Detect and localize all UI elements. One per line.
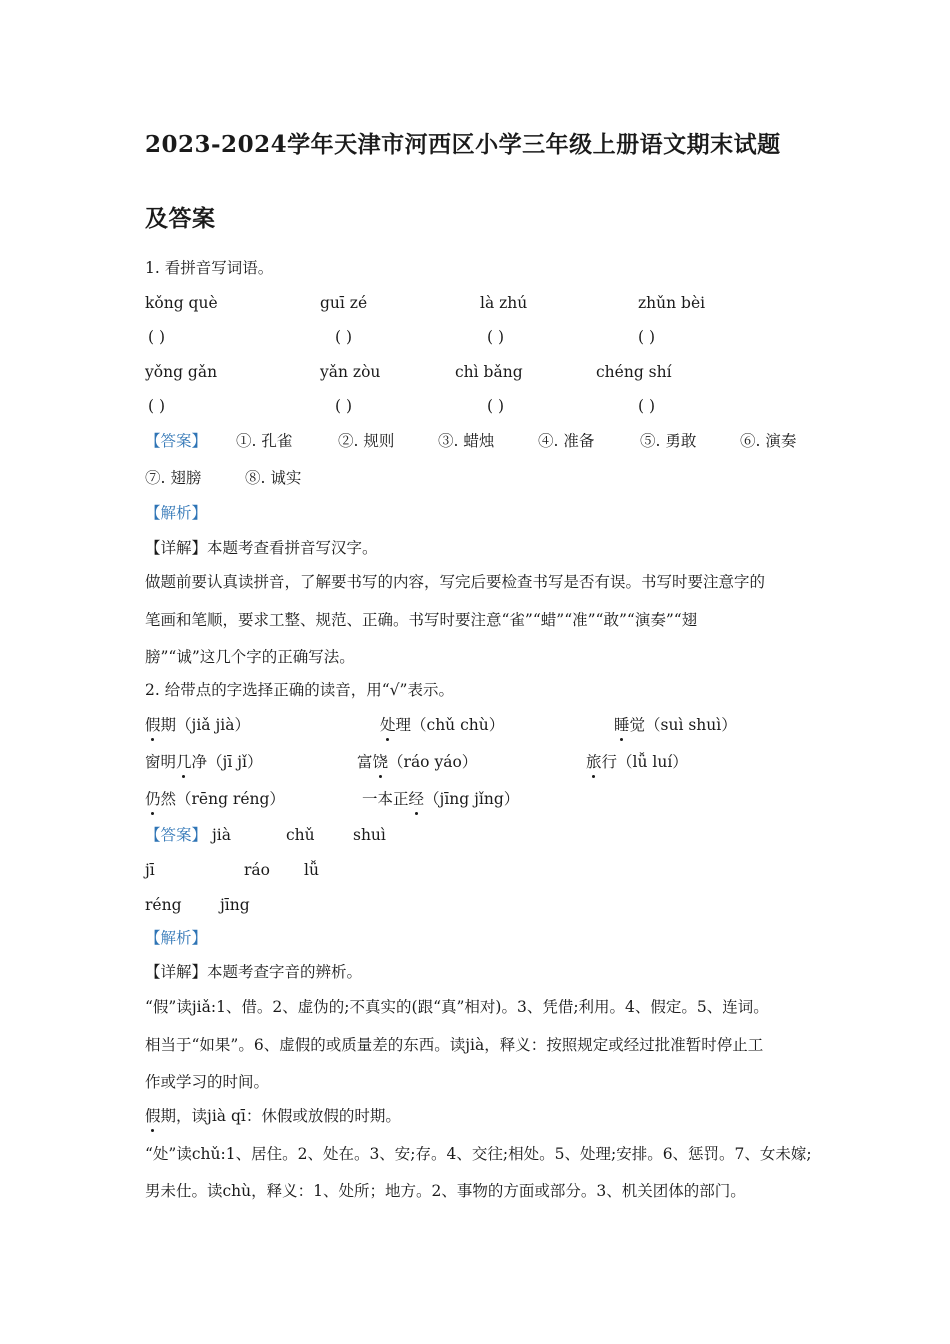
dotted-char: 假 <box>145 716 161 734</box>
paragraph-line: 假期，读jià qī：休假或放假的时期。 <box>145 1107 401 1125</box>
answer-tag: 【答案】 <box>145 826 208 844</box>
reading-item: 窗明几净（jī jǐ） <box>145 753 263 771</box>
answer-blank: ( ) <box>487 397 505 415</box>
answer-blank: ( ) <box>638 328 656 346</box>
q1-stem: 1. 看拼音写词语。 <box>145 259 274 277</box>
paragraph-line: “处”读chǔ:1、居住。2、处在。3、安;存。4、交往;相处。5、处理;安排。6、惩罚。7、女未嫁; <box>145 1145 812 1163</box>
paragraph-line: 做题前要认真读拼音，了解要书写的内容，写完后要检查书写是否有误。书写时要注意字的 <box>145 573 766 591</box>
q2-stem: 2. 给带点的字选择正确的读音，用“√”表示。 <box>145 681 454 699</box>
answer-blank: ( ) <box>335 328 353 346</box>
paragraph-line: 作或学习的时间。 <box>145 1073 270 1091</box>
document-title-line1: 2023-2024学年天津市河西区小学三年级上册语文期末试题 <box>145 131 781 158</box>
answer-item: chǔ <box>286 826 315 844</box>
answer-blank: ( ) <box>148 397 166 415</box>
pinyin-item: chì bǎng <box>455 363 523 381</box>
reading-item: 富饶（ráo yáo） <box>357 753 478 771</box>
pinyin-item: zhǔn bèi <box>638 294 706 312</box>
pinyin-item: kǒng què <box>145 294 218 312</box>
reading-item: 一本正经（jīng jǐng） <box>362 790 520 808</box>
dotted-char: 经 <box>408 790 425 808</box>
reading-item: 睡觉（suì shuì） <box>614 716 737 734</box>
pinyin-item: chéng shí <box>596 363 672 381</box>
document-title-line2: 及答案 <box>145 205 216 232</box>
answer-item: réng <box>145 896 182 914</box>
answer-item: shuì <box>353 826 386 844</box>
dotted-char: 几 <box>176 753 192 771</box>
answer-item: ②. 规则 <box>338 432 395 450</box>
dotted-char: 仍 <box>145 790 161 808</box>
answer-item: ⑦. 翅膀 <box>145 469 202 487</box>
paragraph-line: 男未仕。读chù，释义：1、处所；地方。2、事物的方面或部分。3、机关团体的部门。 <box>145 1182 746 1200</box>
answer-item: jià <box>212 826 232 844</box>
pinyin-item: guī zé <box>320 294 368 312</box>
answer-blank: ( ) <box>638 397 656 415</box>
dotted-char: 旅 <box>586 753 602 771</box>
paragraph-line: 笔画和笔顺，要求工整、规范、正确。书写时要注意“雀”“蜡”“准”“敢”“演奏”“翅 <box>145 611 698 629</box>
dotted-char: 睡 <box>614 716 630 734</box>
answer-blank: ( ) <box>335 397 353 415</box>
answer-item: ③. 蜡烛 <box>438 432 495 450</box>
answer-tag: 【答案】 <box>145 432 208 450</box>
answer-blank: ( ) <box>487 328 505 346</box>
answer-item: ①. 孔雀 <box>236 432 293 450</box>
detail-line: 【详解】本题考查字音的辨析。 <box>145 963 363 981</box>
reading-item: 处理（chǔ chù） <box>380 716 505 734</box>
paragraph-line: 相当于“如果”。6、虚假的或质量差的东西。读jià，释义：按照规定或经过批准暂时停止工 <box>145 1036 764 1054</box>
answer-item: ⑤. 勇敢 <box>640 432 697 450</box>
detail-line: 【详解】本题考查看拼音写汉字。 <box>145 539 378 557</box>
answer-item: lǚ <box>304 861 319 879</box>
reading-item: 旅行（lǚ luí） <box>586 753 688 771</box>
reading-item: 仍然（rēng réng） <box>145 790 285 808</box>
dotted-char: 处 <box>380 716 396 734</box>
analysis-tag: 【解析】 <box>145 504 208 522</box>
answer-item: jīng <box>220 896 250 914</box>
analysis-tag: 【解析】 <box>145 929 208 947</box>
answer-blank: ( ) <box>148 328 166 346</box>
pinyin-item: yǒng gǎn <box>145 363 218 381</box>
answer-item: ④. 准备 <box>538 432 595 450</box>
dotted-char: 饶 <box>372 753 389 771</box>
pinyin-item: yǎn zòu <box>320 363 381 381</box>
pinyin-item: là zhú <box>480 294 528 312</box>
dotted-char: 假 <box>145 1107 161 1125</box>
paragraph-line: “假”读jiǎ:1、借。2、虚伪的;不真实的(跟“真”相对)。3、凭借;利用。4、假定。5、连词。 <box>145 998 769 1016</box>
answer-item: jī <box>145 861 155 879</box>
answer-item: ⑧. 诚实 <box>245 469 302 487</box>
reading-item: 假期（jiǎ jià） <box>145 716 250 734</box>
paragraph-line: 膀”“诚”这几个字的正确写法。 <box>145 648 355 666</box>
answer-item: ráo <box>244 861 270 879</box>
answer-item: ⑥. 演奏 <box>740 432 797 450</box>
